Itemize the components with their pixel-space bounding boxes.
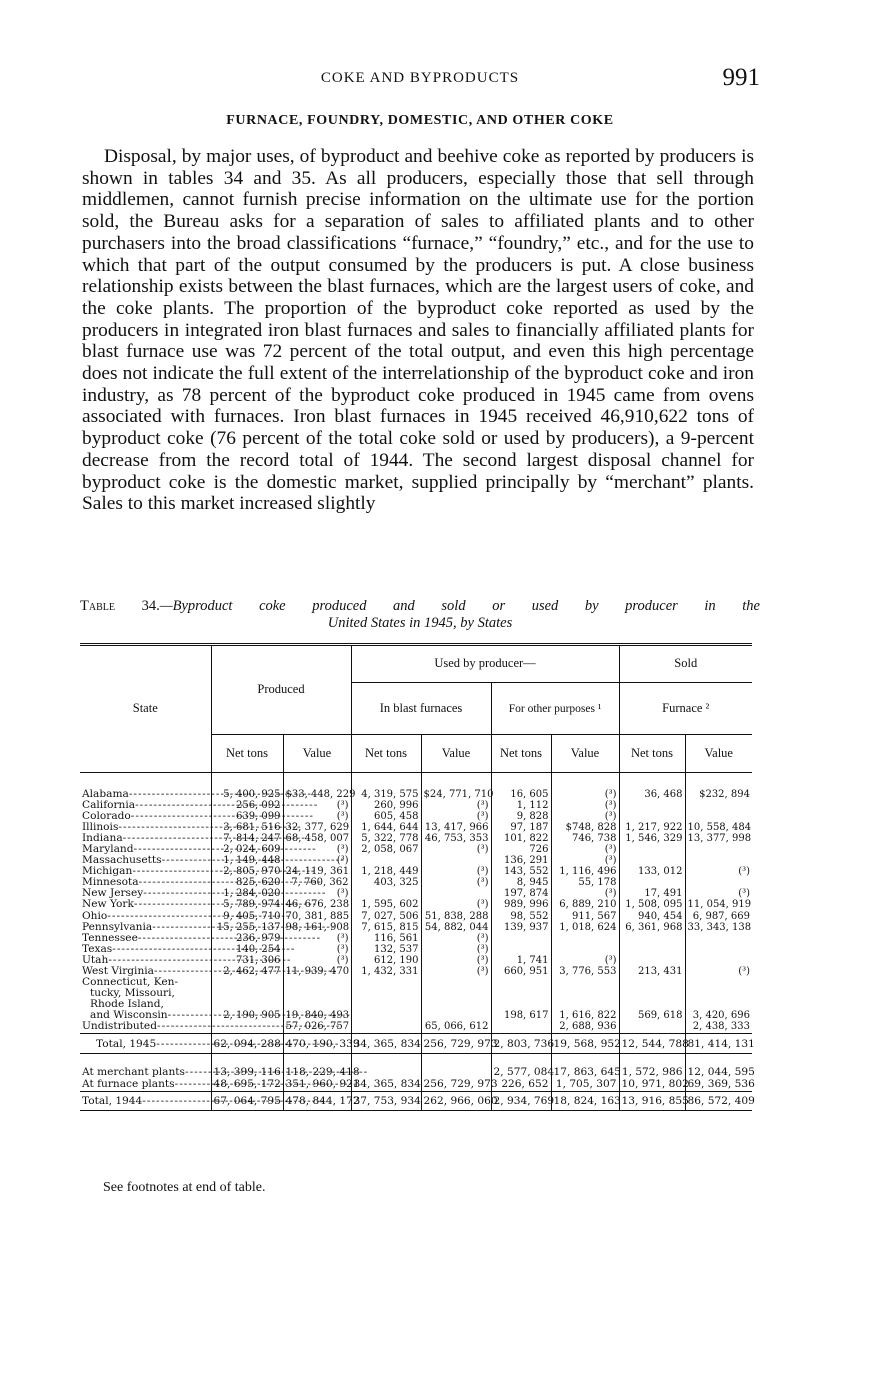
value-cell: (³) [283, 955, 351, 966]
value-cell: 1, 572, 986 [619, 1067, 685, 1079]
table-row [80, 988, 752, 999]
header-value: Value [421, 735, 491, 773]
value-cell: 1, 217, 922 [619, 822, 685, 833]
value-cell [491, 1021, 551, 1033]
value-cell: 32, 377, 629 [283, 822, 351, 833]
spacer-row [80, 1053, 752, 1067]
value-cell: 3, 420, 696 [685, 1010, 752, 1021]
value-cell: 81, 414, 131 [685, 1039, 752, 1053]
value-cell: 16, 605 [491, 789, 551, 800]
value-cell [685, 800, 752, 811]
value-cell: (³) [421, 933, 491, 944]
value-cell: 133, 012 [619, 866, 685, 877]
value-cell: 989, 996 [491, 899, 551, 910]
value-cell [421, 1010, 491, 1021]
value-cell: 605, 458 [351, 811, 421, 822]
value-cell: 13, 399, 116 [211, 1067, 283, 1079]
value-cell: 57, 026, 757 [283, 1021, 351, 1033]
value-cell: (³) [421, 955, 491, 966]
header-in-blast-furnaces: In blast furnaces [351, 683, 491, 735]
value-cell: 470, 190, 339 [283, 1039, 351, 1053]
state-cell [80, 1039, 211, 1053]
header-furnace: Furnace ² [619, 683, 752, 735]
value-cell: 1, 149, 448 [211, 855, 283, 866]
value-cell: (³) [685, 966, 752, 977]
state-name: Ohio [82, 909, 108, 922]
value-cell [283, 977, 351, 988]
table-body [80, 773, 755, 1111]
value-cell: 5, 789, 974 [211, 899, 283, 910]
state-name: Undistributed [82, 1020, 157, 1033]
value-cell: 9, 405, 710 [211, 911, 283, 922]
value-cell [491, 977, 551, 988]
value-cell [619, 811, 685, 822]
furnace-plants-row [80, 1079, 752, 1091]
value-cell: 12, 044, 595 [685, 1067, 752, 1079]
value-cell: 143, 552 [491, 866, 551, 877]
value-cell [351, 977, 421, 988]
value-cell: 478, 844, 172 [283, 1096, 351, 1110]
value-cell: 34, 365, 834 [351, 1079, 421, 1091]
value-cell: 7, 027, 506 [351, 911, 421, 922]
value-cell: 98, 161, 908 [283, 922, 351, 933]
value-cell: (³) [421, 800, 491, 811]
value-cell [619, 844, 685, 855]
value-cell [421, 988, 491, 999]
value-cell: (³) [421, 966, 491, 977]
value-cell: 67, 064, 795 [211, 1096, 283, 1110]
value-cell: 101, 822 [491, 833, 551, 844]
value-cell: 256, 729, 973 [421, 1079, 491, 1091]
value-cell: 1, 595, 602 [351, 899, 421, 910]
value-cell [619, 800, 685, 811]
value-cell: 37, 753, 934 [351, 1096, 421, 1110]
state-name: Maryland [82, 842, 134, 855]
state-name: Pennsylvania [82, 920, 153, 933]
value-cell: 2, 577, 084 [491, 1067, 551, 1079]
value-cell: 256, 092 [211, 800, 283, 811]
value-cell: 11, 054, 919 [685, 899, 752, 910]
spacer-cell [351, 1053, 421, 1067]
value-cell [491, 944, 551, 955]
running-head: COKE AND BYPRODUCTS [320, 70, 520, 86]
value-cell: 2, 058, 067 [351, 844, 421, 855]
value-cell [421, 888, 491, 899]
value-cell: 33, 343, 138 [685, 922, 752, 933]
value-cell: (³) [283, 888, 351, 899]
value-cell [685, 844, 752, 855]
value-cell: 18, 824, 163 [551, 1096, 619, 1110]
value-cell: (³) [551, 888, 619, 899]
value-cell: (³) [685, 888, 752, 899]
value-cell: (³) [283, 844, 351, 855]
value-cell: 19, 840, 493 [283, 1010, 351, 1021]
value-cell [551, 988, 619, 999]
header-value: Value [685, 735, 752, 773]
total-1944-row [80, 1096, 752, 1110]
header-for-other-purposes: For other purposes ¹ [491, 683, 619, 735]
value-cell: (³) [551, 789, 619, 800]
header-net-tons: Net tons [491, 735, 551, 773]
value-cell: 2, 803, 736 [491, 1039, 551, 1053]
table-title-line1: —Byproduct coke produced and sold or used by producer in the [159, 598, 760, 614]
value-cell: (³) [283, 944, 351, 955]
value-cell: $748, 828 [551, 822, 619, 833]
value-cell [619, 877, 685, 888]
value-cell: 1, 116, 496 [551, 866, 619, 877]
value-cell: 1, 546, 329 [619, 833, 685, 844]
value-cell [685, 944, 752, 955]
value-cell: 6, 987, 669 [685, 911, 752, 922]
value-cell: 1, 432, 331 [351, 966, 421, 977]
value-cell: 213, 431 [619, 966, 685, 977]
header-net-tons: Net tons [351, 735, 421, 773]
value-cell [619, 1021, 685, 1033]
body-paragraph: Disposal, by major uses, of byproduct and beehive coke as reported by producers is shown in tables 34 and 35. As all producers, especially those that sell through middlemen, cannot furnish precise information on the ultimate use for the portion sold, the Bureau asks for a separation of sales to affiliated plants and to other purchasers into the broad classifications “furnace,” “foundry,” etc., and for the use to which that part of the output consumed by the producers is put. A close business relationship exists between the blast furnaces, which are the largest users of coke, and the coke plants. The proportion of the byproduct coke reported as used by the producers in integrated iron blast furnaces and sales to financially affiliated plants for blast furnace use was 72 percent of the total output, and even this high percentage does not indicate the full extent of the interrelationship of the byproduct coke and iron industry, as 78 percent of the byproduct coke produced in 1945 came from ovens associated with furnaces. Iron blast furnaces in 1945 received 46,910,622 tons of byproduct coke (76 percent of the total coke sold or used by producers), a 9-percent decrease from the record total of 1944. The second largest disposal channel for byproduct coke is the domestic market, supplied principally by “merchant” plants. Sales to this market increased slightly [82, 146, 754, 515]
table-caption [80, 598, 760, 632]
value-cell: 2, 024, 609 [211, 844, 283, 855]
value-cell: (³) [283, 800, 351, 811]
value-cell: 6, 889, 210 [551, 899, 619, 910]
value-cell: 660, 951 [491, 966, 551, 977]
value-cell [619, 944, 685, 955]
value-cell: 13, 417, 966 [421, 822, 491, 833]
value-cell [685, 933, 752, 944]
value-cell [685, 855, 752, 866]
spacer-cell [551, 1053, 619, 1067]
value-cell: 3, 681, 516 [211, 822, 283, 833]
state-name: tucky, Missouri, [90, 987, 175, 1000]
header-produced: Produced [211, 645, 351, 735]
state-name: Michigan [82, 865, 133, 878]
value-cell: 98, 552 [491, 911, 551, 922]
value-cell: 726 [491, 844, 551, 855]
value-cell: 136, 291 [491, 855, 551, 866]
value-cell: 48, 695, 172 [211, 1079, 283, 1091]
value-cell: 7, 615, 815 [351, 922, 421, 933]
value-cell: 9, 828 [491, 811, 551, 822]
state-name: Rhode Island, [90, 998, 164, 1011]
state-name: California [82, 798, 136, 811]
value-cell: (³) [421, 844, 491, 855]
value-cell: 13, 377, 998 [685, 833, 752, 844]
value-cell [619, 988, 685, 999]
value-cell: 2, 688, 936 [551, 1021, 619, 1033]
value-cell: 4, 319, 575 [351, 789, 421, 800]
value-cell: 5, 322, 778 [351, 833, 421, 844]
value-cell: (³) [283, 855, 351, 866]
value-cell: $232, 894 [685, 789, 752, 800]
value-cell: (³) [551, 811, 619, 822]
value-cell: 10, 558, 484 [685, 822, 752, 833]
value-cell: (³) [421, 944, 491, 955]
value-cell [685, 955, 752, 966]
value-cell [351, 855, 421, 866]
value-cell: 825, 620 [211, 877, 283, 888]
value-cell: 746, 738 [551, 833, 619, 844]
table-row [80, 966, 752, 977]
value-cell: 236, 979 [211, 933, 283, 944]
value-cell: 116, 561 [351, 933, 421, 944]
value-cell: 69, 369, 536 [685, 1079, 752, 1091]
value-cell: 911, 567 [551, 911, 619, 922]
value-cell: (³) [283, 933, 351, 944]
value-cell: 1, 284, 020 [211, 888, 283, 899]
value-cell: 569, 618 [619, 1010, 685, 1021]
value-cell: (³) [551, 955, 619, 966]
spacer-cell [619, 1053, 685, 1067]
state-name: Tennessee [82, 931, 138, 944]
value-cell [351, 888, 421, 899]
spacer-cell [491, 1053, 551, 1067]
spacer-cell [685, 1053, 752, 1067]
value-cell [351, 1021, 421, 1033]
header-sold: Sold [619, 645, 752, 683]
total-1945-row [80, 1039, 752, 1053]
value-cell: 13, 916, 855 [619, 1096, 685, 1110]
value-cell: 256, 729, 973 [421, 1039, 491, 1053]
value-cell: 15, 255, 137 [211, 922, 283, 933]
value-cell [283, 988, 351, 999]
value-cell [491, 988, 551, 999]
value-cell: 65, 066, 612 [421, 1021, 491, 1033]
value-cell: (³) [421, 811, 491, 822]
value-cell [619, 999, 685, 1010]
table-label: Table 34. [80, 598, 160, 614]
value-cell: (³) [421, 866, 491, 877]
state-name: and Wisconsin [90, 1009, 168, 1022]
value-cell: 17, 491 [619, 888, 685, 899]
state-name: New Jersey [82, 887, 144, 900]
value-cell [619, 955, 685, 966]
state-name: Total, 1944 [82, 1095, 143, 1108]
value-cell: 7, 760, 362 [283, 877, 351, 888]
value-cell: 36, 468 [619, 789, 685, 800]
value-cell: (³) [551, 800, 619, 811]
value-cell: (³) [551, 855, 619, 866]
state-name: New York [82, 898, 134, 911]
value-cell: 351, 960, 921 [283, 1079, 351, 1091]
value-cell: 226, 652 [491, 1079, 551, 1091]
header-net-tons: Net tons [619, 735, 685, 773]
value-cell [551, 933, 619, 944]
value-cell: 54, 882, 044 [421, 922, 491, 933]
value-cell: (³) [551, 844, 619, 855]
state-cell [80, 1021, 211, 1033]
value-cell: 132, 537 [351, 944, 421, 955]
value-cell [619, 855, 685, 866]
value-cell: 140, 254 [211, 944, 283, 955]
state-name: Alabama [82, 787, 129, 800]
value-cell: 262, 966, 060 [421, 1096, 491, 1110]
value-cell [619, 977, 685, 988]
value-cell [491, 999, 551, 1010]
value-cell: 12, 544, 788 [619, 1039, 685, 1053]
value-cell [685, 877, 752, 888]
value-cell [685, 999, 752, 1010]
value-cell: 731, 306 [211, 955, 283, 966]
state-name: West Virginia [82, 965, 154, 977]
value-cell: 46, 753, 353 [421, 833, 491, 844]
value-cell: 3, 776, 553 [551, 966, 619, 977]
value-cell: 260, 996 [351, 800, 421, 811]
value-cell [551, 944, 619, 955]
value-cell: 1, 112 [491, 800, 551, 811]
header-value: Value [551, 735, 619, 773]
value-cell: 1, 644, 644 [351, 822, 421, 833]
value-cell: 55, 178 [551, 877, 619, 888]
state-name: Utah [82, 953, 109, 966]
value-cell: 1, 218, 449 [351, 866, 421, 877]
state-cell [80, 1096, 211, 1110]
state-cell [80, 1079, 211, 1091]
value-cell: 2, 438, 333 [685, 1021, 752, 1033]
value-cell: 1, 741 [491, 955, 551, 966]
value-cell [491, 933, 551, 944]
table-title-line2: United States in 1945, by States [327, 615, 513, 631]
value-cell [685, 977, 752, 988]
value-cell: 2, 934, 769 [491, 1096, 551, 1110]
value-cell: 612, 190 [351, 955, 421, 966]
state-name: Massachusetts [82, 854, 162, 867]
value-cell: (³) [685, 866, 752, 877]
value-cell [211, 977, 283, 988]
value-cell: 11, 939, 470 [283, 966, 351, 977]
value-cell [421, 999, 491, 1010]
value-cell: 46, 676, 238 [283, 899, 351, 910]
spacer-cell [80, 1053, 211, 1067]
undistributed-row [80, 1021, 752, 1033]
value-cell: 62, 094, 288 [211, 1039, 283, 1053]
data-table [80, 643, 755, 1111]
value-cell: 2, 805, 970 [211, 866, 283, 877]
value-cell: 2, 462, 477 [211, 966, 283, 977]
value-cell: 639, 099 [211, 811, 283, 822]
value-cell: 5, 400, 925 [211, 789, 283, 800]
value-cell: 70, 381, 885 [283, 911, 351, 922]
value-cell: 86, 572, 409 [685, 1096, 752, 1110]
header-state: State [80, 645, 211, 773]
value-cell: 1, 705, 307 [551, 1079, 619, 1091]
value-cell: (³) [421, 877, 491, 888]
spacer-cell [283, 1053, 351, 1067]
table-row [80, 977, 752, 988]
value-cell [551, 977, 619, 988]
value-cell [351, 1010, 421, 1021]
value-cell: $24, 771, 710 [421, 789, 491, 800]
state-name: Minnesota [82, 876, 139, 889]
value-cell [551, 999, 619, 1010]
page-header [80, 64, 760, 94]
value-cell: 19, 568, 952 [551, 1039, 619, 1053]
section-title: FURNACE, FOUNDRY, DOMESTIC, AND OTHER COKE [226, 113, 614, 128]
value-cell: 198, 617 [491, 1010, 551, 1021]
value-cell: 8, 945 [491, 877, 551, 888]
state-name: Colorado [82, 809, 131, 822]
value-cell: 97, 187 [491, 822, 551, 833]
header-used-by-producer: Used by producer— [351, 645, 619, 683]
value-cell: 1, 616, 822 [551, 1010, 619, 1021]
value-cell: 1, 018, 624 [551, 922, 619, 933]
state-name: Indiana [82, 831, 123, 844]
value-cell: 68, 458, 007 [283, 833, 351, 844]
value-cell: (³) [421, 899, 491, 910]
spacer-cell [211, 1053, 283, 1067]
value-cell [421, 855, 491, 866]
header-net-tons: Net tons [211, 735, 283, 773]
footer-note: See footnotes at end of table. [103, 1180, 266, 1195]
state-name: At merchant plants [82, 1066, 185, 1079]
value-cell: 7, 814, 247 [211, 833, 283, 844]
value-cell [351, 999, 421, 1010]
value-cell: 6, 361, 968 [619, 922, 685, 933]
value-cell [685, 811, 752, 822]
value-cell [211, 988, 283, 999]
state-name: At furnace plants [82, 1078, 175, 1091]
value-cell [421, 977, 491, 988]
value-cell [619, 933, 685, 944]
value-cell: 51, 838, 288 [421, 911, 491, 922]
value-cell: 2, 190, 905 [211, 1010, 283, 1021]
value-cell: 10, 971, 802 [619, 1079, 685, 1091]
header-value: Value [283, 735, 351, 773]
value-cell [685, 988, 752, 999]
value-cell: 34, 365, 834 [351, 1039, 421, 1053]
value-cell: 197, 874 [491, 888, 551, 899]
value-cell: 17, 863, 645 [551, 1067, 619, 1079]
state-name: Connecticut, Ken- [82, 976, 179, 989]
value-cell: (³) [283, 811, 351, 822]
state-name: Texas [82, 942, 113, 955]
value-cell: 403, 325 [351, 877, 421, 888]
value-cell: 940, 454 [619, 911, 685, 922]
value-cell [351, 988, 421, 999]
page-number: 991 [722, 64, 760, 91]
state-name: Illinois [82, 820, 119, 833]
value-cell: 24, 119, 361 [283, 866, 351, 877]
value-cell: 139, 937 [491, 922, 551, 933]
spacer-cell [421, 1053, 491, 1067]
value-cell: 1, 508, 095 [619, 899, 685, 910]
value-cell: $33, 448, 229 [283, 789, 351, 800]
value-cell: 118, 229, 418 [283, 1067, 351, 1079]
state-name: Total, 1945 [96, 1038, 157, 1051]
